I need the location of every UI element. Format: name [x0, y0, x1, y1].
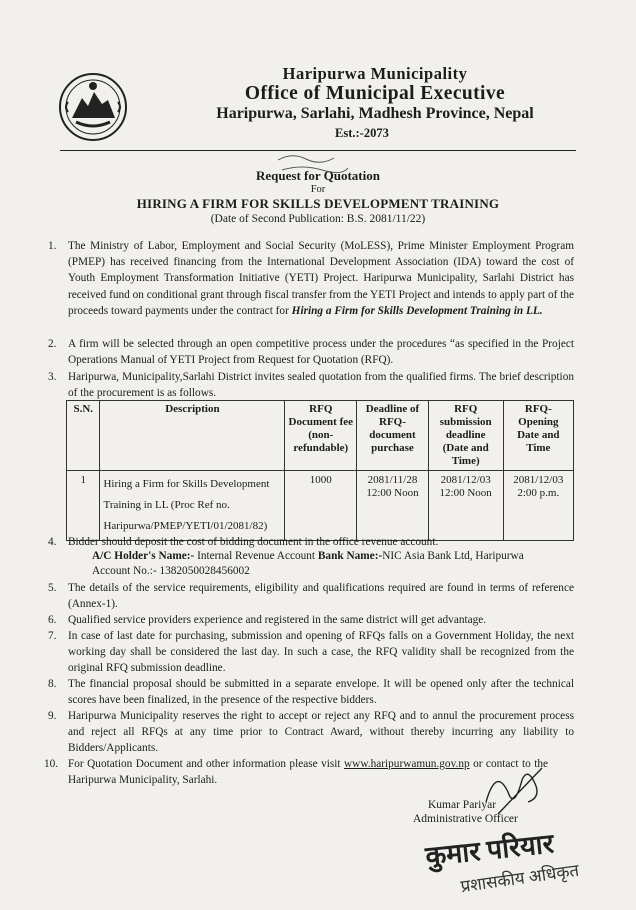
bank-label: Bank Name:- [317, 550, 383, 562]
notice-for: For [310, 184, 326, 195]
header-description: Description [100, 401, 285, 471]
established-year: Est.:-2073 [335, 126, 389, 140]
clause-6 [48, 612, 574, 628]
clause-5 [48, 580, 574, 612]
clause-number: 3. [48, 371, 57, 383]
project-title: HIRING A FIRM FOR SKILLS DEVELOPMENT TRAINING [136, 196, 500, 211]
deadline-time: 12:00 Noon [366, 487, 419, 499]
submission-time: 12:00 Noon [439, 487, 492, 499]
account-number: Account No.:- 1382050028456002 [92, 565, 250, 577]
contract-name: Hiring a Firm for Skills Development Training in LL. [291, 304, 543, 317]
table-header-row [67, 401, 574, 471]
table-row [67, 471, 574, 541]
clause-number: 1. [48, 240, 57, 252]
clause-text: or contact to the Haripurwa Municipality, Sarlahi. [68, 758, 549, 787]
header-sn: S.N. [67, 401, 100, 471]
clause-text: Haripurwa Municipality reserves the right to accept or reject any RFQ and to annul the procurement process and reject all RFQs at any time prior to Contract Award, without thereby incurring any liability to Bidders/Applicants. [68, 710, 574, 755]
clause-1 [48, 238, 574, 319]
office-address: Haripurwa, Sarlahi, Madhesh Province, Nepal [216, 105, 534, 122]
publication-date: (Date of Second Publication: B.S. 2081/11/22) [210, 213, 426, 225]
header-purchase-deadline: Deadline of RFQ-document purchase [357, 401, 429, 471]
nepali-name-stamp: कुमार परियार [423, 828, 556, 872]
holder-value: Internal Revenue Account [197, 550, 316, 562]
cell-sn: 1 [67, 471, 100, 541]
clause-text: The details of the service requirements, eligibility and qualifications required are found in terms of reference (Annex-1). [68, 582, 574, 611]
clause-text: The financial proposal should be submitted in a separate envelope. It will be opened only after the technical scores have been finalized, in the presence of the respective bidders. [68, 678, 574, 707]
submission-date: 2081/12/03 [440, 474, 491, 486]
description-line: Hiring a Firm for Skills Development [103, 478, 270, 490]
office-name: Office of Municipal Executive [244, 83, 506, 104]
clause-4 [48, 534, 574, 550]
cell-submission-deadline [428, 471, 503, 541]
clause-number: 7. [48, 630, 57, 642]
clause-text: The Ministry of Labor, Employment and Social Security (MoLESS), Prime Minister Employment Program (PMEP) has received financing from the International Development Association (IDA) toward the cost of Youth Employment Transformation Initiative (YETI) Project. Haripurwa Municipality, Sarlahi District has received fund on conditional grant through fiscal transfer from the YETI Project and intends to apply part of the proceeds toward payments under the contract for [68, 240, 574, 317]
website-link[interactable]: www.haripurwamun.gov.np [344, 758, 470, 770]
clause-7 [48, 628, 574, 677]
deadline-date: 2081/11/28 [367, 474, 418, 486]
clause-number: 8. [48, 678, 57, 690]
clause-number: 4. [48, 536, 57, 548]
cell-purchase-deadline [357, 471, 429, 541]
municipality-name: Haripurwa Municipality [282, 64, 468, 83]
clause-number: 2. [48, 338, 57, 350]
clause-10 [44, 756, 549, 788]
clause-text: A firm will be selected through an open competitive process under the procedures “as specified in the Project Operations Manual of YETI Project from Request for Quotation (RFQ). [68, 338, 574, 367]
nepal-emblem-icon [58, 72, 128, 142]
signatory-title: Administrative Officer [413, 813, 518, 825]
clause-number: 9. [48, 710, 57, 722]
clause-number: 6. [48, 614, 57, 626]
cell-opening-time [503, 471, 573, 541]
bank-details-line [92, 549, 524, 564]
holder-label: A/C Holder's Name:- [92, 550, 195, 562]
clause-number: 10. [44, 758, 59, 770]
header-submission-deadline: RFQ submission deadline (Date and Time) [428, 401, 503, 471]
nepali-title-stamp: प्रशासकीय अधिकृत [459, 860, 581, 897]
clause-8 [48, 676, 574, 708]
header-document-fee: RFQ Document fee (non-refundable) [285, 401, 357, 471]
opening-date: 2081/12/03 [513, 474, 564, 486]
clause-text: For Quotation Document and other information please visit [68, 758, 341, 770]
clause-2 [48, 336, 574, 368]
clause-text: In case of last date for purchasing, submission and opening of RFQs falls on a Government Holiday, the next working day shall be considered the last day. In such a case, the RFQ validity shall be recognized from the original RFQ submission deadline. [68, 630, 574, 675]
description-line: Training in LL (Proc Ref no. [103, 499, 230, 511]
opening-time: 2:00 p.m. [517, 487, 560, 499]
clause-text: Bidder should deposit the cost of bidding document in the office revenue account. [68, 536, 439, 548]
header-opening-time: RFQ-Opening Date and Time [503, 401, 573, 471]
clause-text: Haripurwa, Municipality,Sarlahi District invites sealed quotation from the qualified firms. The brief description of the procurement is as follows. [68, 371, 574, 400]
notice-title: Request for Quotation [256, 168, 380, 183]
cell-description [100, 471, 285, 541]
signatory-name: Kumar Pariyar [428, 799, 497, 811]
clause-9 [48, 708, 574, 757]
cell-document-fee: 1000 [285, 471, 357, 541]
clause-3 [48, 369, 574, 401]
clause-number: 5. [48, 582, 57, 594]
clause-text: Qualified service providers experience and registered in the same district will get advantage. [68, 614, 487, 626]
bank-value: NIC Asia Bank Ltd, Haripurwa [382, 550, 524, 562]
procurement-table [66, 400, 574, 541]
description-line: Haripurwa/PMEP/YETI/01/2081/82) [103, 520, 268, 532]
